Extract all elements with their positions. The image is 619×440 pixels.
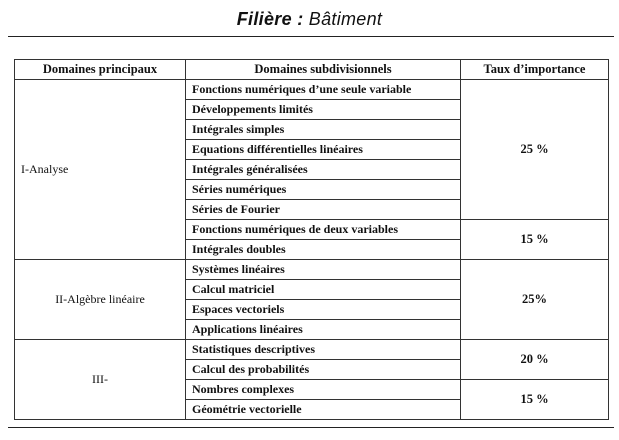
subdomain-cell: Intégrales généralisées [186, 160, 461, 180]
domain-cell: II-Algèbre linéaire [15, 260, 186, 340]
curriculum-table [14, 59, 609, 420]
subdomain-cell: Applications linéaires [186, 320, 461, 340]
subdomain-cell: Séries de Fourier [186, 200, 461, 220]
subdomain-cell: Calcul matriciel [186, 280, 461, 300]
rate-cell: 15 % [461, 380, 609, 420]
table-header-row [15, 60, 609, 80]
subdomain-cell: Equations différentielles linéaires [186, 140, 461, 160]
page-title [0, 9, 619, 30]
domain-cell: III- [15, 340, 186, 420]
subdomain-cell: Statistiques descriptives [186, 340, 461, 360]
subdomain-cell: Séries numériques [186, 180, 461, 200]
rate-cell: 25% [461, 260, 609, 340]
rate-cell: 20 % [461, 340, 609, 380]
subdomain-cell: Systèmes linéaires [186, 260, 461, 280]
header-domaines-subdivisionnels: Domaines subdivisionnels [186, 60, 461, 80]
table-row [15, 260, 609, 280]
subdomain-cell: Fonctions numériques de deux variables [186, 220, 461, 240]
rate-cell: 15 % [461, 220, 609, 260]
table-row [15, 80, 609, 100]
subdomain-cell: Intégrales simples [186, 120, 461, 140]
subdomain-cell: Calcul des probabilités [186, 360, 461, 380]
header-taux-importance: Taux d’importance [461, 60, 609, 80]
filiere-value: Bâtiment [303, 9, 383, 29]
filiere-label: Filière : [236, 9, 304, 29]
subdomain-cell: Géométrie vectorielle [186, 400, 461, 420]
subdomain-cell: Intégrales doubles [186, 240, 461, 260]
subdomain-cell: Fonctions numériques d’une seule variable [186, 80, 461, 100]
subdomain-cell: Espaces vectoriels [186, 300, 461, 320]
bottom-divider [8, 427, 614, 428]
top-divider [8, 36, 614, 37]
subdomain-cell: Développements limités [186, 100, 461, 120]
domain-cell: I-Analyse [15, 80, 186, 260]
table-row [15, 340, 609, 360]
rate-cell: 25 % [461, 80, 609, 220]
subdomain-cell: Nombres complexes [186, 380, 461, 400]
header-domaines-principaux: Domaines principaux [15, 60, 186, 80]
